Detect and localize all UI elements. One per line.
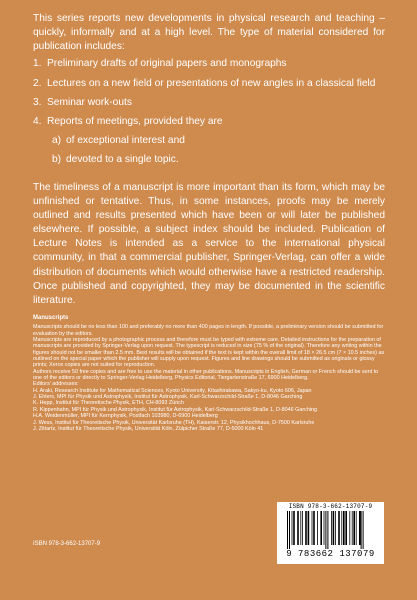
timeliness-paragraph: The timeliness of a manuscript is more important than its form, which may be unfinished or tentative. Thus, in some instances, proofs may be merely outlined and results presented which have been or will later be published elsewhere. If possible, a subject index should be included. Publication of Lecture Notes is intended as a service to the international physical community, in that a commercial publisher, Springer-Verlag, can offer a wide distribution of documents which would otherwise have a restricted readership. Once published and copyrighted, they may be documented in the scientific literature.	[33, 182, 385, 306]
manuscripts-paragraph: Authors receive 50 free copies and are free to use the material in other publications. Manuscripts in English, German or French should be sent to one of the editors or directly to Springer-Verlag Heidelberg, Physics Editorial, Tiergartenstraße 17, 6900 Heidelberg.	[33, 368, 379, 382]
sub-list-item: b) devoted to a single topic.	[52, 154, 179, 165]
sub-list-item: a) of exceptional interest and	[52, 135, 185, 146]
editor-address: H. Araki, Research Institute for Mathematical Sciences, Kyoto University, Kitashirakawa, Sakyo-ku, Kyoto 606, Japan	[33, 387, 312, 394]
manuscripts-paragraph: Manuscripts are reproduced by a photographic process and therefore must be typed with extreme care. Detailed instructions for the preparation of manuscripts are provided by Springer-Verlag upon request. The typescript is reduced in size (75 % of the original). Therefore any writing within the figures should not be smaller than 2.5 mm. Best results will be obtained if the text is kept within the overall limit of 18 × 26.5 cm (7 × 10.5 inches) as outlined on the special paper which the publisher will supply upon request. Figures and line drawings should be submitted as originals or glossy prints; Xerox copies are not suited for reproduction.	[33, 337, 385, 369]
editor-address: J. Ehlers, MPI für Physik und Astrophysik, Institut für Astrophysik, Karl-Schwarzschild-Straße 1, D-8046 Garching	[33, 394, 303, 401]
intro-paragraph: This series reports new developments in physical research and teaching – quickly, informally and at a high level. The type of material considered for publication includes:	[33, 13, 385, 52]
editors-heading: Editors' addresses:	[33, 381, 79, 388]
list-item: 1. Preliminary drafts of original papers and monographs	[33, 58, 287, 69]
editor-address: K. Hepp, Institut für Theoretische Physik, ETH, CH-8093 Zürich	[33, 400, 184, 407]
editor-address: H.A. Weidenmüller, MPI für Kernphysik, Postfach 103980, D-6900 Heidelberg	[33, 413, 218, 420]
barcode-label	[277, 502, 384, 564]
list-item: 4. Reports of meetings, provided they are	[33, 116, 223, 127]
list-item: 2. Lectures on a new field or presentations of new angles in a classical field	[33, 78, 376, 89]
manuscripts-paragraph: Manuscripts should be no less than 100 and preferably no more than 400 pages in length. If possible, a preliminary version should be submitted for evaluation by the editors.	[33, 324, 384, 337]
barcode-digits: 9 783662 137079	[286, 549, 375, 559]
list-item: 3. Seminar work-outs	[33, 97, 132, 108]
editor-address: J. Zittartz, Institut für Theoretische Physik, Universität Köln, Zülpicher Straße 77, D-5000 Köln 41	[33, 425, 264, 432]
manuscripts-heading: Manuscripts	[33, 315, 69, 321]
barcode-icon	[285, 511, 376, 549]
editor-address: J. Wess, Institut für Theoretische Physik, Universität Karlsruhe (TH), Kaiserstr. 12, Physikhochhaus, D-7500 Karlsruhe	[33, 419, 315, 426]
isbn-text: ISBN 978-3-662-13707-9	[33, 541, 101, 547]
manuscripts-section	[33, 315, 385, 432]
editor-address: R. Kippenhahn, MPI für Physik und Astrophysik, Institut für Astrophysik, Karl-Schwarzschild-Straße 1, D-8046 Garching	[33, 406, 318, 413]
barcode-isbn: ISBN 978-3-662-13707-9	[288, 503, 373, 510]
